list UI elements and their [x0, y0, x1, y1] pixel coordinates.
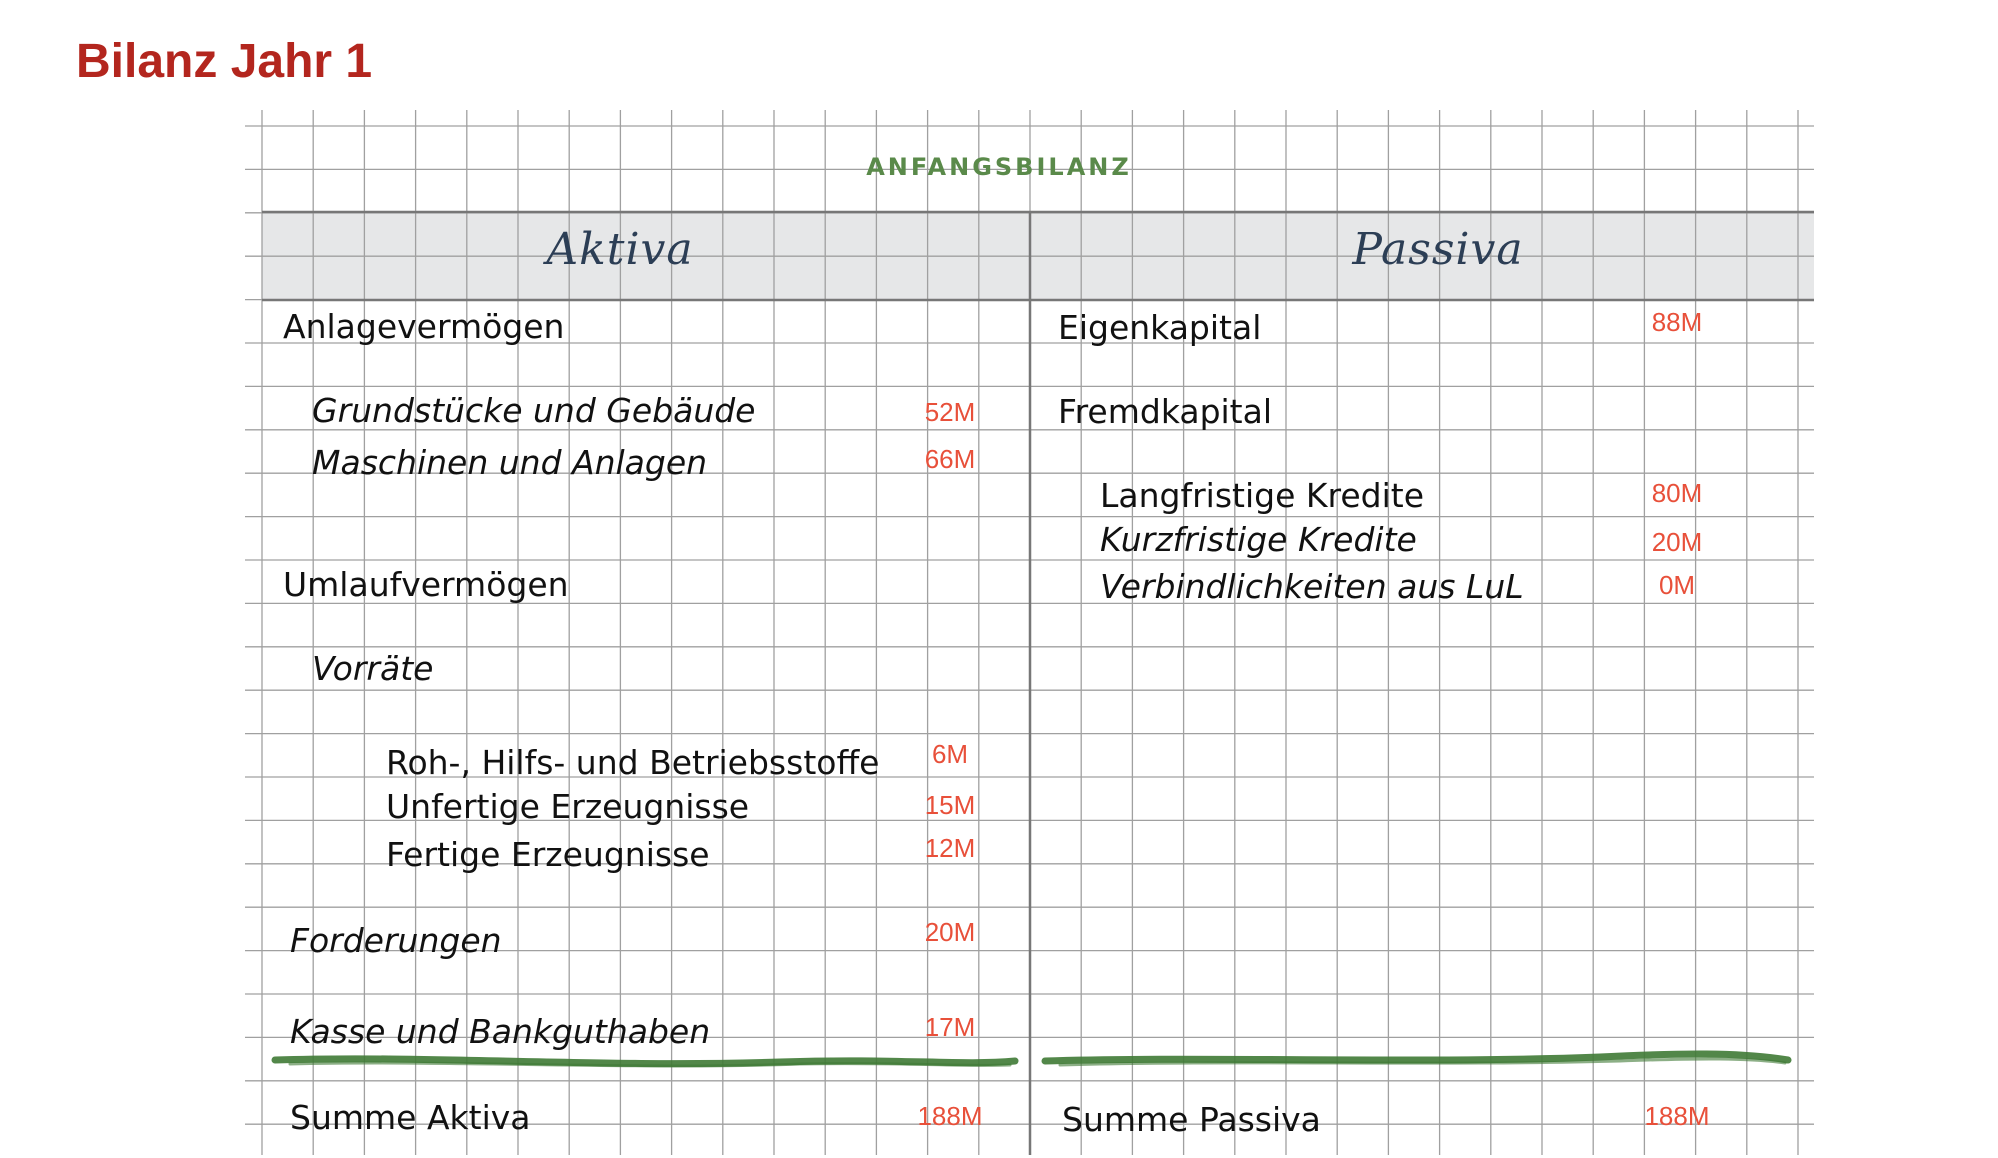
fertige-label: Fertige Erzeugnisse	[386, 835, 710, 874]
eigenkapital-label: Eigenkapital	[1058, 308, 1262, 347]
verbindlichkeiten-label: Verbindlichkeiten aus LuL	[1100, 567, 1524, 606]
summe-passiva-value: 188M	[1644, 1101, 1710, 1131]
unfertige-value: 15M	[924, 790, 976, 820]
rohstoffe-label: Roh-, Hilfs- und Betriebsstoffe	[386, 743, 880, 782]
verbindlichkeiten-value: 0M	[1658, 570, 1696, 600]
grundstuecke-label: Grundstücke und Gebäude	[312, 391, 756, 430]
forderungen-value: 20M	[924, 917, 976, 947]
fertige-value: 12M	[924, 833, 976, 863]
eigenkapital-value: 88M	[1651, 307, 1703, 337]
rohstoffe-value: 6M	[931, 739, 969, 769]
kurzfristig-label: Kurzfristige Kredite	[1100, 520, 1417, 559]
summe-passiva-label: Summe Passiva	[1062, 1100, 1321, 1139]
maschinen-value: 66M	[924, 444, 976, 474]
passiva-header: Passiva	[1352, 224, 1524, 275]
langfristig-label: Langfristige Kredite	[1100, 476, 1425, 515]
langfristig-value: 80M	[1651, 478, 1703, 508]
fremdkapital-heading: Fremdkapital	[1058, 392, 1273, 431]
kasse-value: 17M	[924, 1012, 976, 1042]
aktiva-header: Aktiva	[546, 224, 694, 275]
balance-banner: ANFANGSBILANZ	[866, 153, 1132, 181]
forderungen-label: Forderungen	[290, 921, 502, 960]
umlaufvermoegen-heading: Umlaufvermögen	[283, 565, 569, 604]
unfertige-label: Unfertige Erzeugnisse	[386, 787, 750, 826]
vorraete-heading: Vorräte	[312, 649, 434, 688]
anlagevermoegen-heading: Anlagevermögen	[283, 307, 565, 346]
maschinen-label: Maschinen und Anlagen	[312, 443, 708, 482]
kurzfristig-value: 20M	[1651, 527, 1703, 557]
summe-aktiva-value: 188M	[917, 1101, 983, 1131]
page-title: Bilanz Jahr 1	[76, 35, 373, 88]
kasse-label: Kasse und Bankguthaben	[290, 1012, 711, 1051]
grundstuecke-value: 52M	[924, 397, 976, 427]
summe-aktiva-label: Summe Aktiva	[290, 1098, 531, 1137]
